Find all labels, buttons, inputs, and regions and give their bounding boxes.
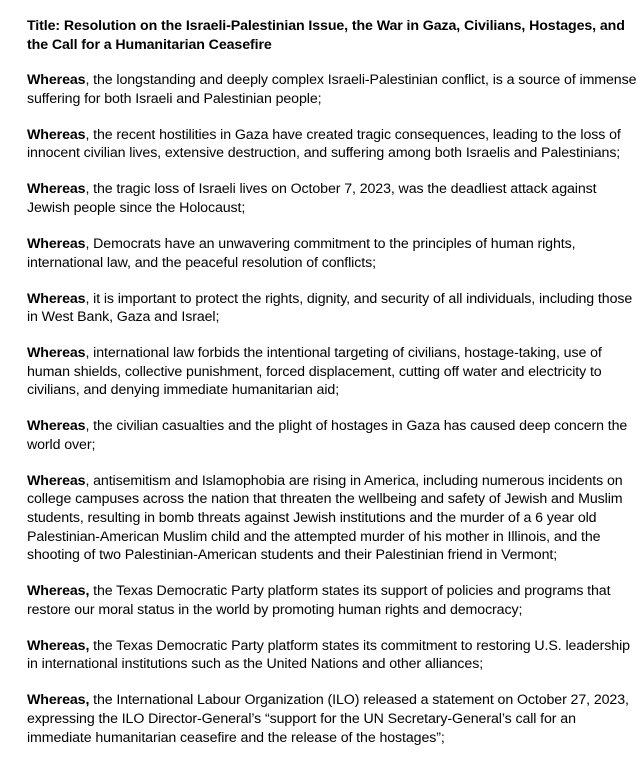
- clause-keyword: Whereas: [27, 418, 86, 435]
- clause-text: , it is important to protect the rights, dignity, and security of all individuals, including those in West Bank, Gaza and Israel;: [27, 290, 633, 326]
- clause-text: the Texas Democratic Party platform states its support of policies and programs that restore our moral status in the world by promoting human rights and democracy;: [27, 583, 611, 618]
- clause-text: , the longstanding and deeply complex Israeli-Palestinian conflict, is a source of immense suffering for both Israeli and Palestinian people;: [27, 72, 637, 107]
- whereas-clause: [27, 691, 641, 747]
- clause-text: , the tragic loss of Israeli lives on October 7, 2023, was the deadliest attack against Jewish people since the Holocaust;: [27, 181, 597, 216]
- whereas-clause: [27, 637, 641, 674]
- document-title: Title: Resolution on the Israeli-Palestinian Issue, the War in Gaza, Civilians, Hostages, and the Call for a Humanitarian Ceasefire: [27, 18, 625, 53]
- clause-keyword: Whereas: [27, 290, 86, 307]
- whereas-clause: [27, 180, 641, 217]
- document-page: [27, 17, 641, 765]
- whereas-clause: [27, 126, 641, 163]
- clause-text: , the recent hostilities in Gaza have created tragic consequences, leading to the loss of innocent civilian lives, extensive destruction, and suffering among both Israelis and Palestinians;: [27, 126, 621, 162]
- clause-text: , international law forbids the intentional targeting of civilians, hostage-taking, use of human shields, collective punishment, forced displacement, cutting off water and electricity to civilians, and denying immediate humanitarian aid;: [27, 345, 602, 399]
- clause-text: , Democrats have an unwavering commitment to the principles of human rights, international law, and the peaceful resolution of conflicts;: [27, 235, 576, 271]
- clause-keyword: Whereas: [27, 345, 86, 362]
- whereas-clause: [27, 71, 641, 108]
- clause-keyword: Whereas,: [27, 692, 90, 709]
- clause-keyword: Whereas,: [27, 583, 90, 600]
- whereas-clause: [27, 472, 641, 565]
- clause-keyword: Whereas: [27, 472, 86, 489]
- clause-text: , antisemitism and Islamophobia are rising in America, including numerous incidents on college campuses across the nation that threaten the wellbeing and safety of Jewish and Muslim students, resulting in bomb threats against Jewish institutions and the murder of a 6 year old Palestinian-American Muslim child and the attempted murder of his mother in Illinois, and the shooting of two Palestinian-American students and their Palestinian friend in Vermont;: [27, 472, 623, 564]
- whereas-clause: [27, 235, 641, 272]
- clause-keyword: Whereas,: [27, 637, 90, 654]
- clause-text: the International Labour Organization (ILO) released a statement on October 27, 2023, expressing the ILO Director-General’s “support for the UN Secretary-General’s call for an immediate humanitarian ceasefire and the release of the hostages”;: [27, 692, 629, 746]
- clause-keyword: Whereas: [27, 235, 86, 252]
- clause-text: , the civilian casualties and the plight of hostages in Gaza has caused deep concern the world over;: [27, 418, 628, 453]
- whereas-clause: [27, 582, 641, 619]
- whereas-clause: [27, 344, 641, 400]
- clause-text: the Texas Democratic Party platform states its commitment to restoring U.S. leadership in international institutions such as the United Nations and other alliances;: [27, 637, 630, 673]
- whereas-clause: [27, 417, 641, 454]
- whereas-clause: [27, 290, 641, 327]
- clause-keyword: Whereas: [27, 126, 86, 143]
- clause-keyword: Whereas: [27, 181, 86, 198]
- clause-keyword: Whereas: [27, 72, 86, 89]
